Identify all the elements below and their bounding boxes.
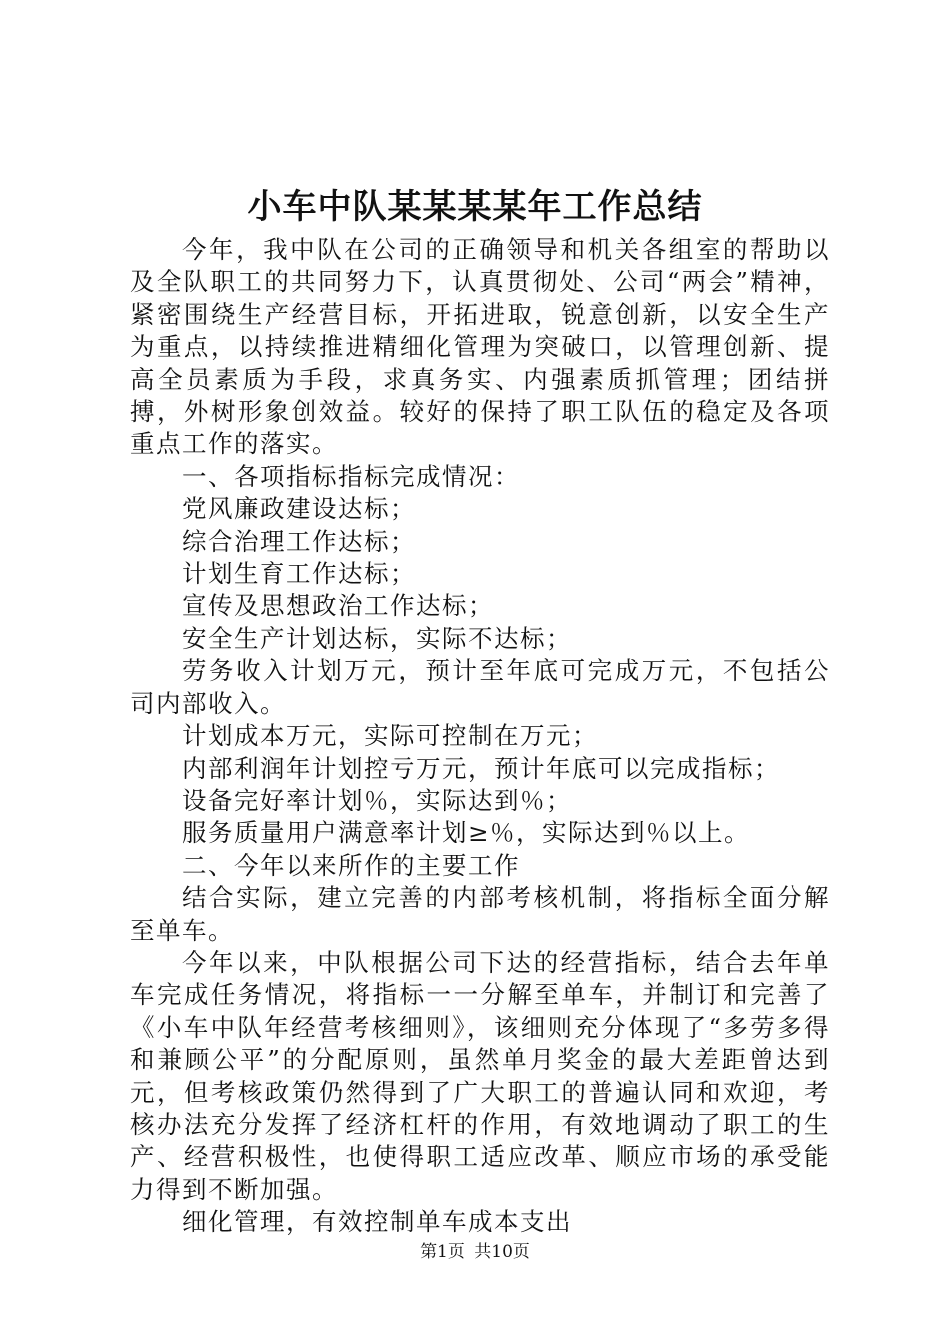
paragraph: 今年，我中队在公司的正确领导和机关各组室的帮助以及全队职工的共同努力下，认真贯彻处、公司“两会”精神，紧密围绕生产经营目标，开拓进取，锐意创新，以安全生产为重点，以持续推进精细化管理为突破口，以管理创新、提高全员素质为手段，求真务实、内强素质抓管理；团结拼搏，外树形象创效益。较好的保持了职工队伍的稳定及各项重点工作的落实。 [130, 235, 830, 459]
list-item: 安全生产计划达标，实际不达标； [182, 623, 572, 653]
page-footer [0, 1240, 950, 1264]
section-heading: 一、各项指标指标完成情况： [182, 461, 520, 491]
page-number: 第1页 [420, 1242, 465, 1262]
document-title: 小车中队某某某某年工作总结 [247, 187, 703, 227]
list-item: 计划生育工作达标； [182, 559, 416, 589]
section-heading: 二、今年以来所作的主要工作 [182, 850, 520, 880]
list-item: 设备完好率计划％，实际达到％； [182, 785, 572, 815]
list-item: 宣传及思想政治工作达标； [182, 591, 494, 621]
list-item: 综合治理工作达标； [182, 526, 416, 556]
paragraph: 结合实际，建立完善的内部考核机制，将指标全面分解至单车。 [130, 883, 830, 945]
list-item: 劳务收入计划万元，预计至年底可完成万元，不包括公司内部收入。 [130, 656, 830, 718]
paragraph: 今年以来，中队根据公司下达的经营指标，结合去年单车完成任务情况，将指标一一分解至单车，并制订和完善了《小车中队年经营考核细则》，该细则充分体现了“多劳多得和兼顾公平”的分配原则，虽然单月奖金的最大差距曾达到元，但考核政策仍然得到了广大职工的普遍认同和欢迎，考核办法充分发挥了经济杠杆的作用，有效地调动了职工的生产、经营积极性，也使得职工适应改革、顺应市场的承受能力得到不断加强。 [130, 947, 830, 1204]
page-total: 共10页 [474, 1242, 530, 1262]
list-item: 计划成本万元，实际可控制在万元； [182, 721, 598, 751]
list-item: 内部利润年计划控亏万元，预计年底可以完成指标； [182, 753, 780, 783]
list-item: 党风廉政建设达标； [182, 494, 416, 524]
document-body [130, 234, 830, 1239]
list-item: 服务质量用户满意率计划≥％，实际达到％以上。 [182, 818, 751, 848]
paragraph: 细化管理，有效控制单车成本支出 [182, 1207, 572, 1237]
